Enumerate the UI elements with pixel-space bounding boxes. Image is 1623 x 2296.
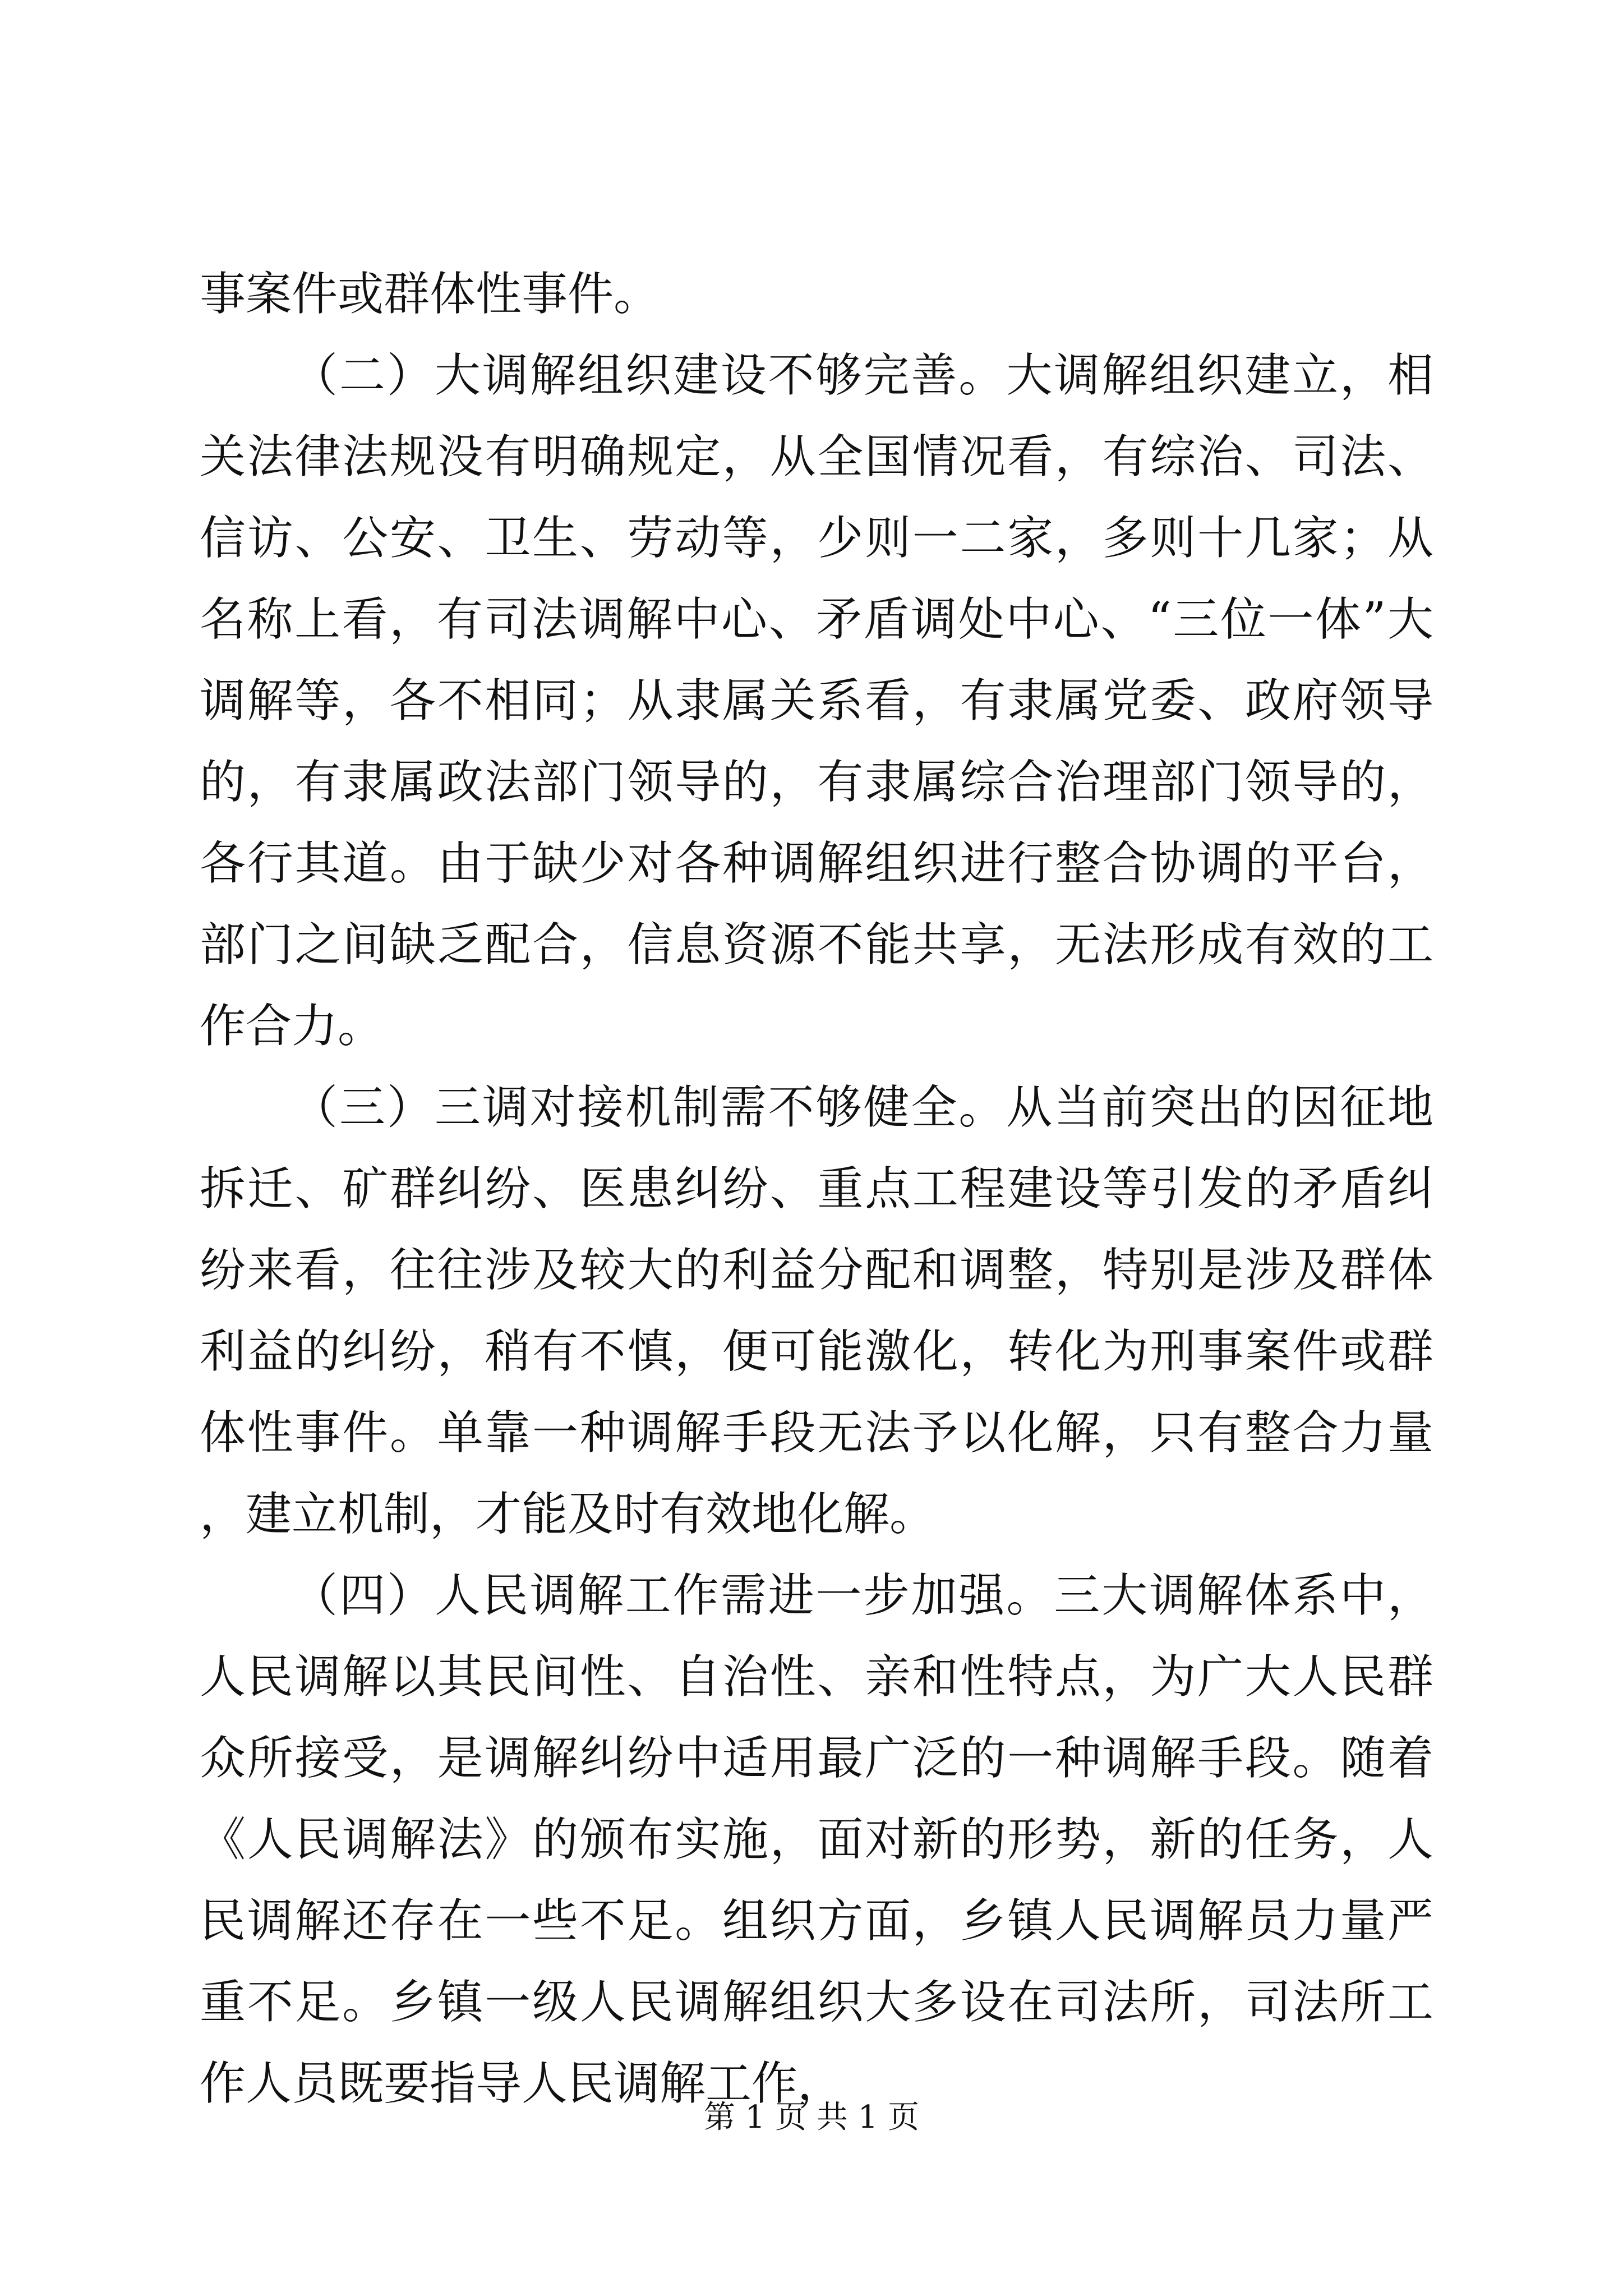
document-body (200, 254, 1433, 2124)
paragraph-section-4: （四）人民调解工作需进一步加强。三大调解体系中，人民调解以其民间性、自治性、亲和性特点，为广大人民群众所接受，是调解纠纷中适用最广泛的一种调解手段。随着《人民调解法》的颁布实施，面对新的形势，新的任务，人民调解还存在一些不足。组织方面，乡镇人民调解员力量严重不足。乡镇一级人民调解组织大多设在司法所，司法所工作人员既要指导人民调解工作， (200, 1569, 1433, 2110)
page-footer: 第 1 页 共 1 页 (703, 2099, 920, 2136)
paragraph-section-2: （二）大调解组织建设不够完善。大调解组织建立，相关法律法规没有明确规定，从全国情况看，有综治、司法、信访、公安、卫生、劳动等，少则一二家，多则十几家；从名称上看，有司法调解中心、矛盾调处中心、“三位一体”大调解等，各不相同；从隶属关系看，有隶属党委、政府领导的，有隶属政法部门领导的，有隶属综合治理部门领导的，各行其道。由于缺少对各种调解组织进行整合协调的平台，部门之间缺乏配合，信息资源不能共享，无法形成有效的工作合力。 (200, 349, 1433, 1053)
paragraph-section-3: （三）三调对接机制需不够健全。从当前突出的因征地拆迁、矿群纠纷、医患纠纷、重点工程建设等引发的矛盾纠纷来看，往往涉及较大的利益分配和调整，特别是涉及群体利益的纠纷，稍有不慎，便可能激化，转化为刑事案件或群体性事件。单靠一种调解手段无法予以化解，只有整合力量，建立机制，才能及时有效地化解。 (200, 1081, 1433, 1541)
paragraph-continuation: 事案件或群体性事件。 (200, 268, 660, 321)
